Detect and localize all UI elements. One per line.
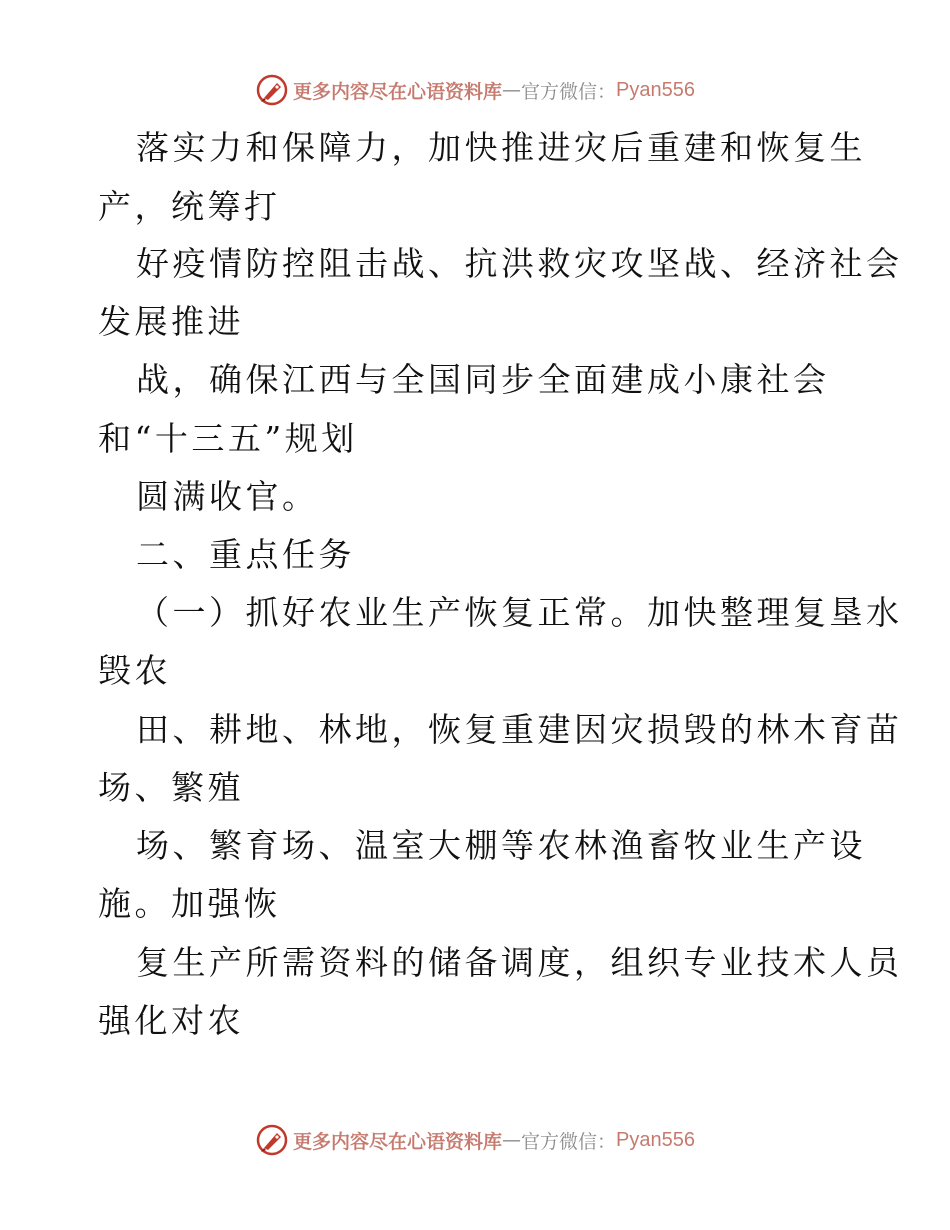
watermark-brand: 更多内容尽在心语资料库 — [293, 1130, 503, 1153]
watermark-wechat-id: Pyan556 — [616, 78, 695, 101]
paragraph-line: 产，统筹打 — [98, 187, 281, 226]
paragraph-line: 场、繁育场、温室大棚等农林渔畜牧业生产设 — [136, 826, 866, 865]
watermark-suffix: 官方微信： — [521, 80, 617, 103]
paragraph-line: 战，确保江西与全国同步全面建成小康社会 — [136, 360, 830, 399]
paragraph-line: 和“十三五”规划 — [98, 419, 358, 458]
paragraph-line: 发展推进 — [98, 302, 244, 341]
footer-watermark — [0, 1120, 950, 1160]
watermark-brand: 更多内容尽在心语资料库 — [293, 80, 503, 103]
pen-nib-logo-icon — [255, 73, 289, 107]
watermark-suffix: 官方微信： — [521, 1130, 617, 1153]
paragraph-line: 毁农 — [98, 651, 171, 690]
paragraph-line: 落实力和保障力，加快推进灾后重建和恢复生 — [136, 128, 866, 167]
section-heading: 二、重点任务 — [136, 535, 355, 574]
paragraph-line: 圆满收官。 — [136, 477, 319, 516]
paragraph-line: 复生产所需资料的储备调度，组织专业技术人员 — [136, 943, 903, 982]
paragraph-line: 强化对农 — [98, 1001, 244, 1040]
paragraph-line: 场、繁殖 — [98, 768, 244, 807]
header-watermark — [0, 70, 950, 110]
watermark-separator: — — [502, 79, 522, 101]
paragraph-line: 好疫情防控阻击战、抗洪救灾攻坚战、经济社会 — [136, 244, 903, 283]
paragraph-line: （一）抓好农业生产恢复正常。加快整理复垦水 — [136, 593, 903, 632]
pen-nib-logo-icon — [255, 1123, 289, 1157]
watermark-separator: — — [502, 1129, 522, 1151]
paragraph-line: 田、耕地、林地，恢复重建因灾损毁的林木育苗 — [136, 710, 903, 749]
paragraph-line: 施。加强恢 — [98, 884, 281, 923]
watermark-wechat-id: Pyan556 — [616, 1128, 695, 1151]
